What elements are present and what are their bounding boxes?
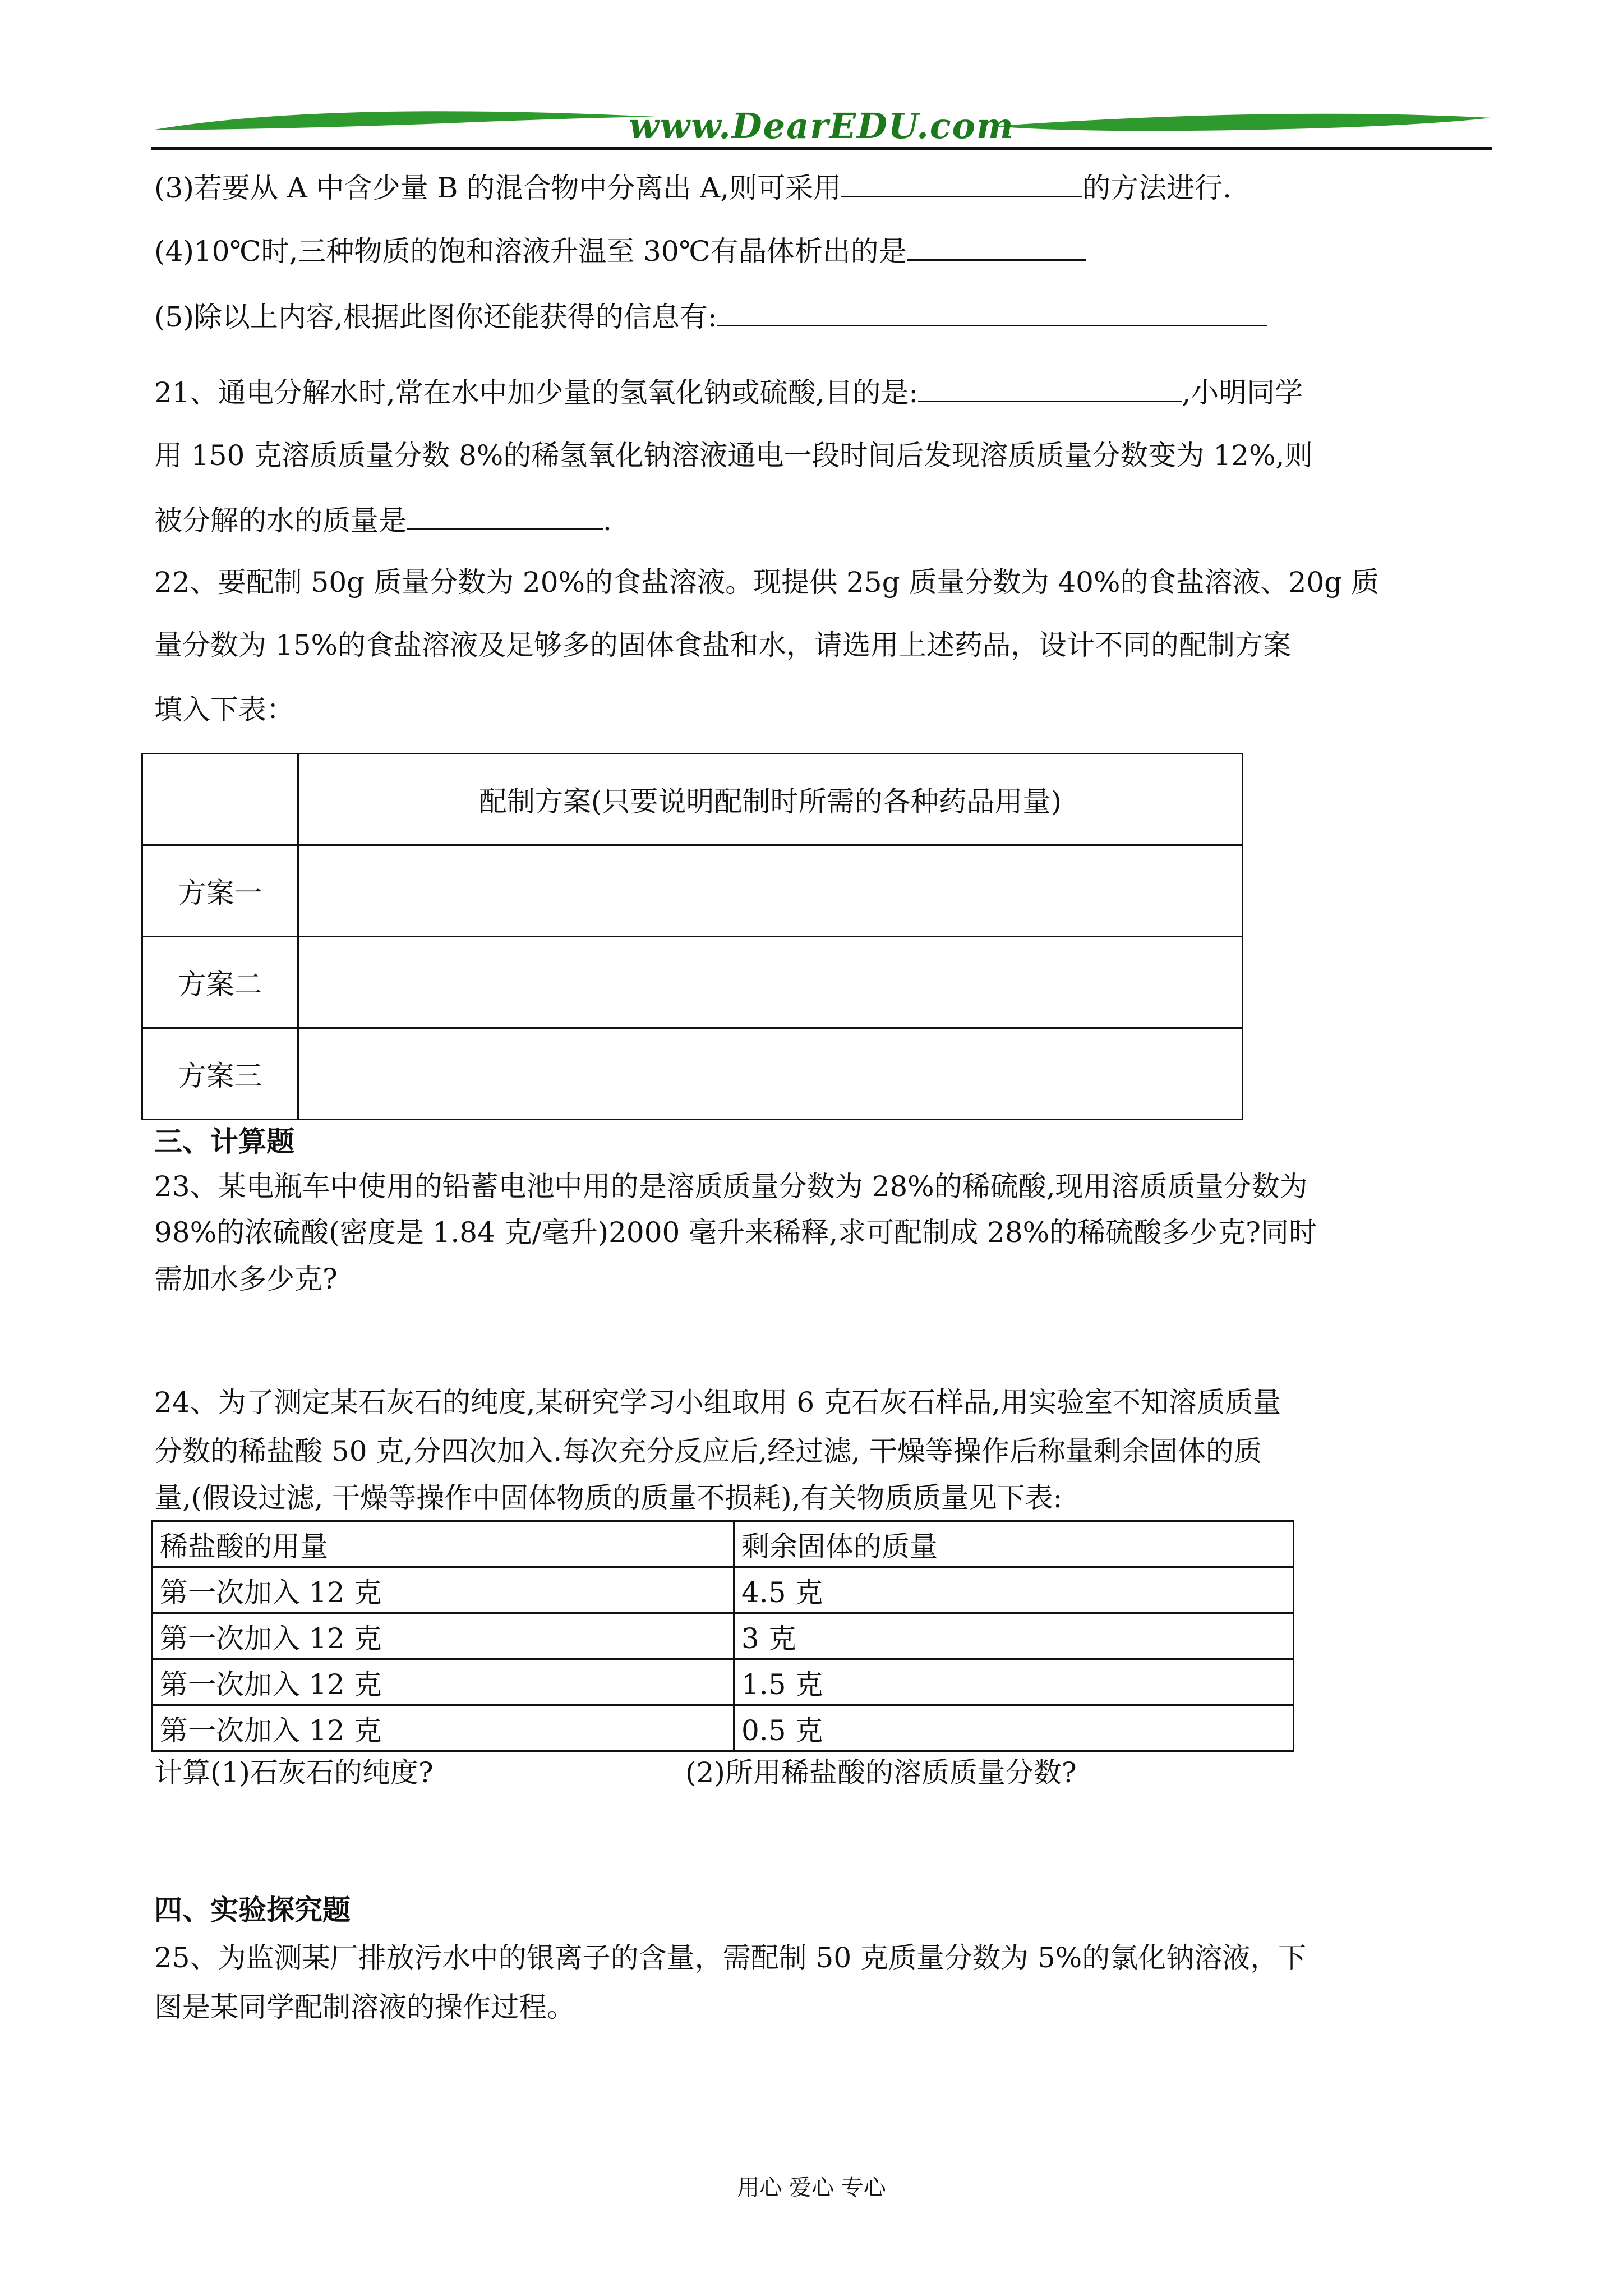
table-cell: 第一次加入 12 克 <box>153 1659 734 1705</box>
table-cell: 4.5 克 <box>734 1567 1294 1613</box>
table-cell: 第一次加入 12 克 <box>153 1613 734 1659</box>
table-row <box>153 1613 1294 1659</box>
q23-line2: 98%的浓硫酸(密度是 1.84 克/毫升)2000 毫升来稀释,求可配制成 28%的稀硫酸多少克?同时 <box>154 1216 1317 1249</box>
q22-line1: 22、要配制 50g 质量分数为 20%的食盐溶液。现提供 25g 质量分数为 40%的食盐溶液、20g 质 <box>154 566 1380 599</box>
q21-line1: 21、通电分解水时,常在水中加少量的氢氧化钠或硫酸,目的是: ,小明同学 <box>154 376 1303 409</box>
answer-cell[interactable] <box>298 845 1243 937</box>
q24-line2: 分数的稀盐酸 50 克,分四次加入.每次充分反应后,经过滤, 干燥等操作后称量剩余固体的质 <box>154 1435 1262 1467</box>
table-cell <box>142 754 298 845</box>
table-header-cell: 剩余固体的质量 <box>734 1521 1294 1567</box>
table-row-label: 方案三 <box>142 1028 298 1120</box>
q25-line1: 25、为监测某厂排放污水中的银离子的含量，需配制 50 克质量分数为 5%的氯化钠溶液，下 <box>154 1941 1307 1974</box>
table-row <box>153 1659 1294 1705</box>
section-title: 三、计算题 <box>154 1125 294 1158</box>
page-footer: 用心 爱心 专心 <box>737 2175 886 2201</box>
answer-blank <box>717 300 1267 326</box>
q21-line3: 被分解的水的质量是 . <box>154 504 612 537</box>
q24-calc-1: 计算(1)石灰石的纯度? <box>154 1756 434 1789</box>
table-row <box>153 1567 1294 1613</box>
section-title: 四、实验探究题 <box>154 1894 351 1926</box>
table-cell: 3 克 <box>734 1613 1294 1659</box>
q23-line1: 23、某电瓶车中使用的铅蓄电池中用的是溶质质量分数为 28%的稀硫酸,现用溶质质量分数为 <box>154 1170 1308 1203</box>
q25-line2: 图是某同学配制溶液的操作过程。 <box>154 1991 575 2023</box>
q21-line2: 用 150 克溶质质量分数 8%的稀氢氧化钠溶液通电一段时间后发现溶质质量分数变为 12%,则 <box>154 439 1313 472</box>
table-row <box>142 937 1243 1028</box>
answer-blank <box>918 376 1182 402</box>
site-logo-text: www.DearEDU.com <box>629 105 1015 146</box>
answer-blank <box>407 504 603 530</box>
table-row-label: 方案二 <box>142 937 298 1028</box>
answer-blank <box>907 234 1086 261</box>
q20-part3: (3)若要从 A 中含少量 B 的混合物中分离出 A,则可采用 的方法进行. <box>154 172 1232 204</box>
table-header-cell: 配制方案(只要说明配制时所需的各种药品用量) <box>298 754 1243 845</box>
table-row <box>153 1705 1294 1751</box>
plan-table <box>141 753 1243 1120</box>
q24-calc-2: (2)所用稀盐酸的溶质质量分数? <box>685 1756 1077 1789</box>
q24-line3: 量,(假设过滤, 干燥等操作中固体物质的质量不损耗),有关物质质量见下表: <box>154 1481 1063 1514</box>
answer-cell[interactable] <box>298 937 1243 1028</box>
q20-part5: (5)除以上内容,根据此图你还能获得的信息有: <box>154 300 1267 334</box>
table-cell: 第一次加入 12 克 <box>153 1567 734 1613</box>
answer-blank <box>841 171 1082 197</box>
q22-line2: 量分数为 15%的食盐溶液及足够多的固体食盐和水，请选用上述药品，设计不同的配制方案 <box>154 629 1292 661</box>
header-divider <box>151 147 1492 150</box>
table-header-cell: 稀盐酸的用量 <box>153 1521 734 1567</box>
table-cell: 0.5 克 <box>734 1705 1294 1751</box>
q22-line3: 填入下表： <box>154 693 294 726</box>
q24-line1: 24、为了测定某石灰石的纯度,某研究学习小组取用 6 克石灰石样品,用实验室不知溶质质量 <box>154 1386 1281 1419</box>
table-row <box>142 845 1243 937</box>
answer-cell[interactable] <box>298 1028 1243 1120</box>
table-row <box>142 754 1243 845</box>
q20-part4: (4)10℃时,三种物质的饱和溶液升温至 30℃有晶体析出的是 <box>154 234 1086 268</box>
table-row-label: 方案一 <box>142 845 298 937</box>
table-cell: 1.5 克 <box>734 1659 1294 1705</box>
table-row <box>142 1028 1243 1120</box>
q23-line3: 需加水多少克? <box>154 1263 338 1295</box>
table-header-row <box>153 1521 1294 1567</box>
results-table <box>151 1520 1294 1752</box>
table-cell: 第一次加入 12 克 <box>153 1705 734 1751</box>
page-header <box>151 95 1492 157</box>
